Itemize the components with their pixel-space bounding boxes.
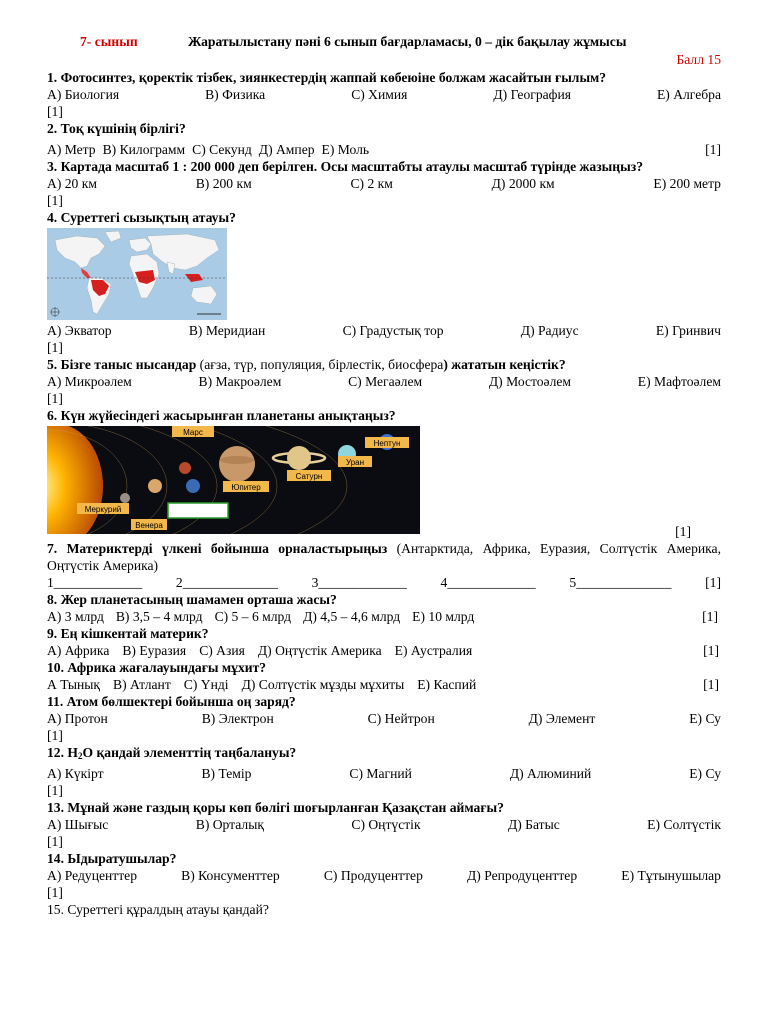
option[interactable]: Е) Су bbox=[689, 766, 721, 781]
option[interactable]: В) Атлант bbox=[113, 677, 171, 692]
question-12 bbox=[47, 744, 721, 765]
label-venus: Венера bbox=[135, 521, 163, 530]
option[interactable]: Д) География bbox=[493, 87, 571, 102]
option[interactable]: Е) 10 млрд bbox=[412, 609, 475, 624]
question-6: 6. Күн жүйесіндегі жасырынған планетаны анықтаңыз? bbox=[47, 408, 396, 423]
option[interactable]: С) Секунд bbox=[192, 142, 252, 157]
worksheet-page bbox=[47, 34, 721, 918]
option[interactable]: А) Редуценттер bbox=[47, 868, 137, 883]
option[interactable]: Е) 200 метр bbox=[653, 176, 721, 191]
question-8-mark: [1] bbox=[702, 609, 718, 624]
score-label: Балл 15 bbox=[676, 52, 721, 67]
header bbox=[47, 34, 721, 52]
option[interactable]: Д) Репродуценттер bbox=[467, 868, 578, 883]
world-map-image bbox=[47, 228, 227, 320]
question-1: 1. Фотосинтез, қоректік тізбек, зиянкестердің жаппай көбеюіне болжам жасайтын ғылым? bbox=[47, 70, 607, 85]
option[interactable]: В) 3,5 – 4 млрд bbox=[115, 609, 203, 624]
option[interactable]: Д) Ампер bbox=[258, 142, 315, 157]
answer-blank[interactable]: 1_____________ bbox=[47, 575, 143, 590]
question-11-options bbox=[47, 710, 721, 727]
question-5-items: (ағза, түр, популяция, бірлестік, биосфера bbox=[196, 357, 444, 372]
question-12-text-end: О қандай элементтің таңбалануы? bbox=[82, 745, 297, 760]
option[interactable]: Е) Солтүстік bbox=[647, 817, 721, 832]
question-11-mark: [1] bbox=[47, 728, 63, 743]
option[interactable]: А) Протон bbox=[47, 711, 108, 726]
option[interactable]: С) Үнді bbox=[183, 677, 229, 692]
option[interactable]: В) Еуразия bbox=[122, 643, 187, 658]
question-11: 11. Атом бөлшектері бойынша оң заряд? bbox=[47, 694, 296, 709]
question-3-options bbox=[47, 175, 721, 192]
question-7-text: 7. Материктерді үлкені бойынша орналастырыңыз bbox=[47, 541, 388, 556]
option[interactable]: Е) Каспий bbox=[417, 677, 477, 692]
option[interactable]: А) Экватор bbox=[47, 323, 112, 338]
option[interactable]: С) Нейтрон bbox=[367, 711, 435, 726]
option[interactable]: С) Продуценттер bbox=[323, 868, 423, 883]
option[interactable]: В) Физика bbox=[205, 87, 266, 102]
option[interactable]: Д) Мостоәлем bbox=[488, 374, 572, 389]
answer-blank[interactable]: 5______________ bbox=[569, 575, 672, 590]
option[interactable]: В) Макроәлем bbox=[198, 374, 282, 389]
question-5-options bbox=[47, 373, 721, 390]
question-10: 10. Африка жағалауындағы мұхит? bbox=[47, 660, 267, 675]
option[interactable]: Д) 4,5 – 4,6 млрд bbox=[303, 609, 401, 624]
option[interactable]: Д) Алюминий bbox=[509, 766, 592, 781]
option[interactable]: В) Килограмм bbox=[102, 142, 186, 157]
option[interactable]: С) Оңтүстік bbox=[351, 817, 421, 832]
option[interactable]: А) Биология bbox=[47, 87, 120, 102]
option[interactable]: В) Темір bbox=[201, 766, 252, 781]
label-mars: Марс bbox=[183, 428, 203, 437]
question-13: 13. Мұнай және газдың қоры көп бөлігі шоғырланған Қазақстан аймағы? bbox=[47, 800, 504, 815]
hidden-planet-box bbox=[168, 503, 228, 518]
option[interactable]: Д) Элемент bbox=[528, 711, 596, 726]
question-7-mark: [1] bbox=[705, 575, 721, 590]
option[interactable]: Е) Тұтынушылар bbox=[621, 868, 721, 883]
question-15: 15. Суреттегі құралдың атауы қандай? bbox=[47, 902, 269, 917]
question-7-items: (Антарктида, Африка, Еуразия, Солтүстік Америка, Оңтүстік Америка) bbox=[47, 541, 721, 573]
option[interactable]: Е) Алгебра bbox=[656, 87, 721, 102]
option[interactable]: С) 5 – 6 млрд bbox=[214, 609, 292, 624]
worksheet-title: Жаратылыстану пәні 6 сынып бағдарламасы, 0 – дік бақылау жұмысы bbox=[188, 34, 627, 49]
option[interactable]: В) Меридиан bbox=[188, 323, 266, 338]
question-10-options bbox=[47, 676, 721, 693]
option[interactable]: С) Градустық тор bbox=[342, 323, 444, 338]
option[interactable]: Д) Батыс bbox=[507, 817, 560, 832]
option[interactable]: А Тынық bbox=[47, 677, 100, 692]
question-13-mark: [1] bbox=[47, 834, 63, 849]
question-4-options bbox=[47, 322, 721, 339]
question-2-mark: [1] bbox=[705, 142, 721, 157]
question-3-mark: [1] bbox=[47, 193, 63, 208]
answer-blank[interactable]: 3_____________ bbox=[311, 575, 407, 590]
option[interactable]: А) 20 км bbox=[47, 176, 97, 191]
option[interactable]: Д) Оңтүстік Америка bbox=[257, 643, 382, 658]
question-9-options bbox=[47, 642, 721, 659]
question-9: 9. Ең кішкентай материк? bbox=[47, 626, 209, 641]
question-5-mark: [1] bbox=[47, 391, 63, 406]
question-8-options bbox=[47, 608, 721, 625]
subscript: 2 bbox=[77, 751, 83, 761]
question-14-mark: [1] bbox=[47, 885, 63, 900]
question-14: 14. Ыдыратушылар? bbox=[47, 851, 177, 866]
option[interactable]: Е) Мафтоәлем bbox=[637, 374, 721, 389]
option[interactable]: Е) Моль bbox=[321, 142, 370, 157]
option[interactable]: В) Консументтер bbox=[181, 868, 280, 883]
question-12-text: 12. Н bbox=[47, 745, 78, 760]
label-jupiter: Юпитер bbox=[231, 483, 261, 492]
option[interactable]: А) Африка bbox=[47, 643, 110, 658]
question-13-options bbox=[47, 816, 721, 833]
question-3: 3. Картада масштаб 1 : 200 000 деп берілген. Осы масштабты атаулы масштаб түрінде жазыңыз? bbox=[47, 159, 643, 174]
answer-blank[interactable]: 2______________ bbox=[175, 575, 278, 590]
option[interactable]: С) Мегаәлем bbox=[348, 374, 423, 389]
label-mercury: Меркурий bbox=[84, 505, 122, 514]
question-5-text: 5. Бізге таныс нысандар bbox=[47, 357, 197, 372]
question-7-blanks bbox=[47, 574, 721, 591]
option[interactable]: Д) Радиус bbox=[520, 323, 579, 338]
option[interactable]: А) Күкірт bbox=[47, 766, 104, 781]
option[interactable]: С) Азия bbox=[199, 643, 245, 658]
grade-label: 7- сынып bbox=[80, 34, 138, 49]
option[interactable]: Д) Солтүстік мұзды мұхиты bbox=[241, 677, 405, 692]
answer-blank[interactable]: 4_____________ bbox=[440, 575, 536, 590]
question-2: 2. Тоқ күшінің бірлігі? bbox=[47, 121, 186, 136]
option[interactable]: Д) 2000 км bbox=[491, 176, 555, 191]
option[interactable]: Е) Аустралия bbox=[394, 643, 473, 658]
label-uranus: Уран bbox=[345, 458, 365, 467]
question-9-mark: [1] bbox=[703, 643, 719, 658]
option[interactable]: А) 3 млрд bbox=[47, 609, 104, 624]
option[interactable]: В) Электрон bbox=[201, 711, 274, 726]
label-neptune: Нептун bbox=[373, 439, 401, 448]
question-1-mark: [1] bbox=[47, 104, 63, 119]
option[interactable]: Е) Су bbox=[689, 711, 721, 726]
question-8: 8. Жер планетасының шамамен орташа жасы? bbox=[47, 592, 337, 607]
question-5-text-end: ) жататын кеңістік? bbox=[443, 357, 566, 372]
solar-system-image bbox=[47, 426, 420, 534]
question-4: 4. Суреттегі сызықтың атауы? bbox=[47, 210, 236, 225]
question-5 bbox=[47, 356, 721, 373]
option[interactable]: С) 2 км bbox=[350, 176, 393, 191]
option[interactable]: А) Шығыс bbox=[47, 817, 109, 832]
option[interactable]: С) Магний bbox=[349, 766, 412, 781]
option[interactable]: А) Метр bbox=[47, 142, 96, 157]
question-2-options bbox=[47, 141, 721, 158]
question-4-mark: [1] bbox=[47, 340, 63, 355]
question-12-options bbox=[47, 765, 721, 782]
question-6-mark: [1] bbox=[675, 524, 691, 539]
question-10-mark: [1] bbox=[703, 677, 719, 692]
question-14-options bbox=[47, 867, 721, 884]
option[interactable]: В) 200 км bbox=[195, 176, 252, 191]
option[interactable]: В) Орталық bbox=[195, 817, 264, 832]
question-7 bbox=[47, 540, 721, 574]
option[interactable]: Е) Гринвич bbox=[655, 323, 721, 338]
option[interactable]: А) Микроәлем bbox=[47, 374, 132, 389]
option[interactable]: С) Химия bbox=[351, 87, 408, 102]
question-1-options bbox=[47, 86, 721, 103]
question-12-mark: [1] bbox=[47, 783, 63, 798]
label-saturn: Сатурн bbox=[295, 472, 323, 481]
